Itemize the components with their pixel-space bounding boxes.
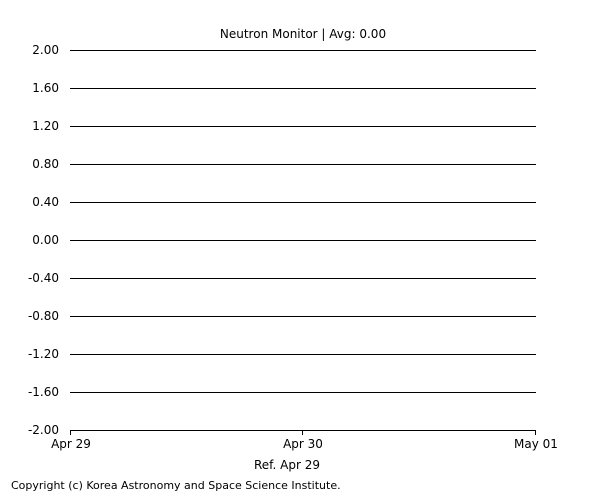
gridline: [70, 126, 536, 127]
x-axis-title: Ref. Apr 29: [253, 458, 320, 472]
y-tick-label: 2.00: [32, 43, 59, 57]
chart-title: Neutron Monitor | Avg: 0.00: [219, 27, 387, 41]
y-tick-label: -1.60: [27, 385, 59, 399]
gridline: [70, 354, 536, 355]
x-tick: [70, 430, 71, 435]
gridline: [70, 278, 536, 279]
gridline: [70, 164, 536, 165]
x-axis: [70, 430, 536, 431]
x-tick-label: May 01: [514, 437, 558, 451]
gridline: [70, 202, 536, 203]
gridline: [70, 240, 536, 241]
y-tick-label: -1.20: [27, 347, 59, 361]
y-tick-label: 0.80: [32, 157, 59, 171]
x-tick-label: Apr 30: [283, 437, 323, 451]
y-tick-label: 0.40: [32, 195, 59, 209]
y-tick-label: -0.80: [27, 309, 59, 323]
gridline: [70, 50, 536, 51]
y-tick-label: 1.20: [32, 119, 59, 133]
x-tick-label: Apr 29: [51, 437, 91, 451]
x-tick: [535, 430, 536, 435]
gridline: [70, 88, 536, 89]
x-tick: [302, 430, 303, 435]
y-tick-label: -2.00: [27, 423, 59, 437]
y-tick-label: 1.60: [32, 81, 59, 95]
copyright-notice: Copyright (c) Korea Astronomy and Space Science Institute.: [11, 479, 341, 492]
y-tick-label: -0.40: [27, 271, 59, 285]
y-tick-label: 0.00: [32, 233, 59, 247]
gridline: [70, 316, 536, 317]
gridline: [70, 392, 536, 393]
